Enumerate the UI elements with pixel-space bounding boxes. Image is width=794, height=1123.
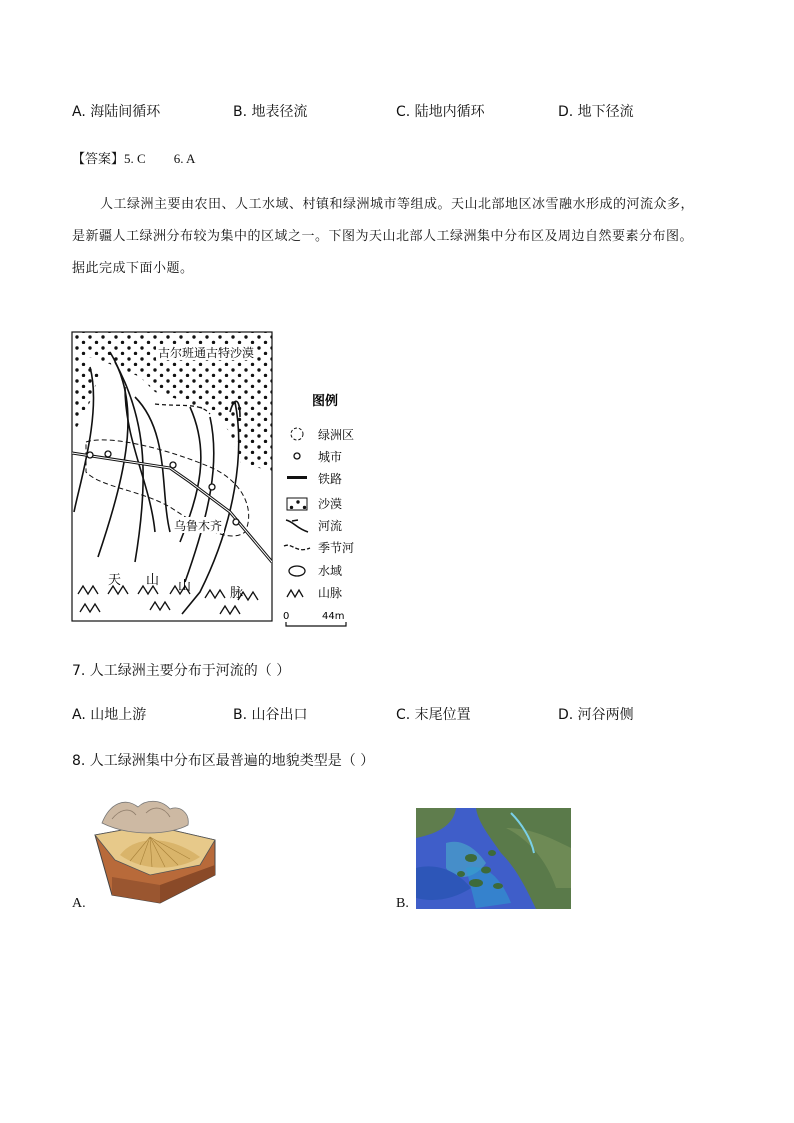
q8-option-a-label: A. [72,896,86,911]
passage-line-1: 人工绿洲主要由农田、人工水域、村镇和绿洲城市等组成。天山北部地区冰雪融水形成的河流众多， [100,197,695,212]
mountain-char-3: 山 [178,579,192,594]
legend-river: 河流 [318,519,343,533]
passage-line-3: 据此完成下面小题。 [72,261,194,276]
legend-railway-icon [287,476,307,479]
delta-satellite-image [416,808,571,909]
desert-label: 古尔班通古特沙漠 [157,346,255,360]
q8-option-b-label: B. [396,896,409,911]
legend-oasis: 绿洲区 [318,428,355,442]
mountain-char-2: 山 [146,573,160,588]
q8-stem: 8. 人工绿洲集中分布区最普遍的地貌类型是（ ） [72,753,375,769]
q7-stem: 7. 人工绿洲主要分布于河流的（ ） [72,663,291,679]
city-label: 乌鲁木齐 [173,519,223,533]
legend-mountain-icon [287,590,303,597]
scale-end: 44m [322,611,345,622]
legend-city-icon [294,453,300,459]
legend-city: 城市 [318,450,343,464]
answer-label: 【答案】 [72,152,125,167]
alluvial-fan-diagram [90,795,220,905]
legend-desert: 沙漠 [318,497,343,511]
legend-river-branch [292,520,298,521]
q6-option-d: D. 地下径流 [558,104,634,120]
q7-option-a: A. 山地上游 [72,707,147,723]
legend-water: 水域 [318,564,343,578]
legend-title: 图例 [312,394,339,409]
legend-railway: 铁路 [318,472,343,486]
scale-start: 0 [283,611,290,622]
legend-oasis-icon [291,428,303,440]
passage-line-2: 是新疆人工绿洲分布较为集中的区域之一。下图为天山北部人工绿洲集中分布区及周边自然要素分布图。 [72,229,694,244]
answer-q5: 5. C [124,151,146,166]
mountain-char-4: 脉 [230,586,244,601]
legend-mountain: 山脉 [318,586,343,600]
q6-option-c: C. 陆地内循环 [396,104,485,120]
legend-seasonal-icon [284,545,310,550]
answer-line [72,148,195,167]
legend-desert-icon [287,498,307,510]
q7-option-c: C. 末尾位置 [396,707,471,723]
q7-option-d: D. 河谷两侧 [558,707,634,723]
legend-seasonal: 季节河 [318,541,355,555]
mountain-char-1: 天 [108,573,122,588]
q6-option-a: A. 海陆间循环 [72,104,161,120]
answer-q6: 6. A [173,151,196,166]
scale-bar [286,622,346,626]
oasis-map-figure [60,322,370,632]
legend-water-icon [289,566,305,576]
legend-river-icon [286,520,308,532]
q7-option-b: B. 山谷出口 [233,707,308,723]
q6-option-b: B. 地表径流 [233,104,308,120]
